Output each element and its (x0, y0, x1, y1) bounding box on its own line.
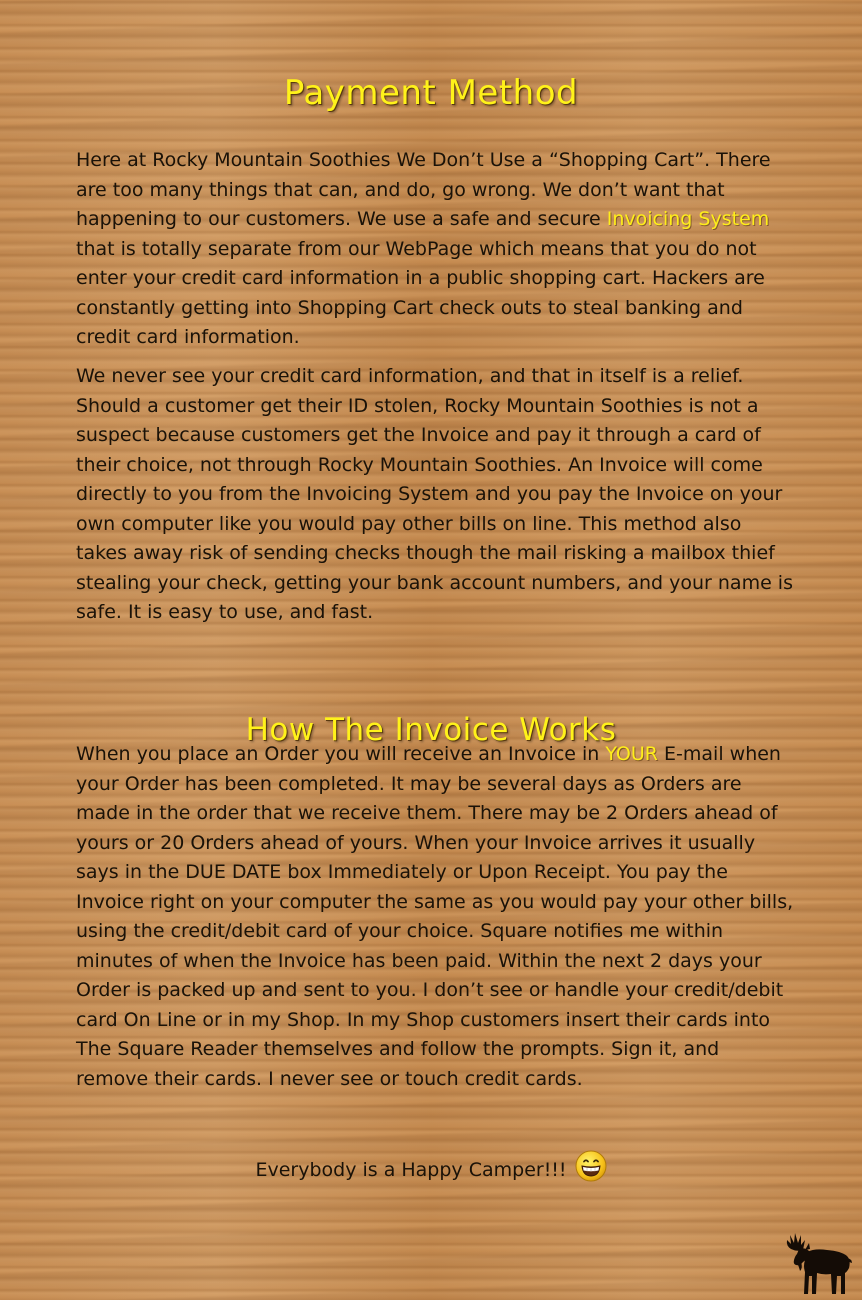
intro-text-end: that is totally separate from our WebPage which means that you do not enter your credit card information in a public shopping cart. Hackers are constantly getting into Shopping Cart check outs to steal banking and credit card information. (76, 237, 765, 348)
intro-text-start: Here at Rocky Mountain Soothies We Don’t Use a “Shopping Cart”. There are too many things that can, and do, go wrong. We don’t want that happening to our customers. We use a safe and secure (76, 149, 771, 230)
security-paragraph: We never see your credit card information, and that in itself is a relief. Should a customer get their ID stolen, Rocky Mountain Soothies is not a suspect because customers get the Invoice and pay it through a card of their choice, not through Rocky Mountain Soothies. An Invoice will come directly to you from the Invoicing System and you pay the Invoice on your own computer like you would pay other bills on line. This method also takes away risk of sending checks though the mail risking a mailbox thief stealing your check, getting your bank account numbers, and your name is safe. It is easy to use, and fast. (76, 365, 793, 623)
closing-line (0, 1150, 862, 1182)
invoicing-system-highlight: Invoicing System (606, 208, 770, 230)
invoice-text-end: E-mail when your Order has been completed. It may be several days as Orders are made in the order that we receive them. There may be 2 Orders ahead of yours or 20 Orders ahead of yours. When your Invoice arrives it usually says in the DUE DATE box Immediately or Upon Receipt. You pay the Invoice right on your computer the same as you would pay your other bills, using the credit/debit card of your choice. Square notifies me within minutes of when the Invoice has been paid. Within the next 2 days your Order is packed up and sent to you. I don’t see or handle your credit/debit card On Line or in my Shop. In my Shop customers insert their cards into The Square Reader themselves and follow the prompts. Sign it, and remove their cards. I never see or touch credit cards. (76, 743, 794, 1090)
how-invoice-works-heading: How The Invoice Works (245, 711, 617, 748)
grinning-face-icon (575, 1150, 607, 1182)
invoice-paragraph (76, 740, 796, 1094)
payment-method-heading: Payment Method (283, 72, 579, 113)
closing-text: Everybody is a Happy Camper!!! (255, 1159, 567, 1181)
your-highlight: YOUR (605, 743, 658, 765)
invoice-text-start: When you place an Order you will receive an Invoice in (76, 743, 606, 765)
intro-paragraph (76, 146, 796, 353)
moose-icon (783, 1232, 855, 1296)
